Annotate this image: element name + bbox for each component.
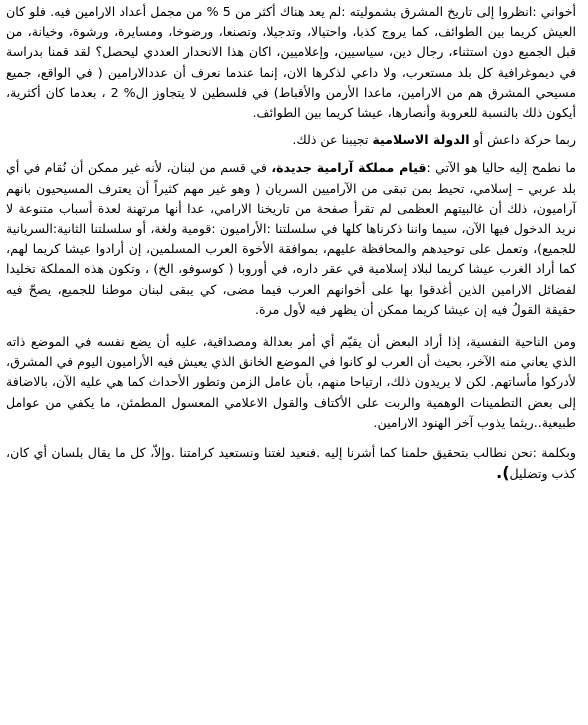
paragraph-2-text-end: تجيبنا عن ذلك.	[292, 132, 373, 148]
paragraph-4: ومن الناحية النفسية، إذا أراد البعض أن يقيّم أي أمر بعدالة ومصداقية، عليه أن يضع نفسه في الموضع ذاته الذي يعاني منه الآخر، بحيث أن العرب لو كانوا في الموضع الخانق الذي يعيش فيه الأراميون اليوم في المشرق، لأدركوا مأساتهم. لكن لا يريدون ذلك، ارتياحا منهم، بأن عامل الزمن وتطور الأحداث كما هي عليه الآن، بالاضافة إلى بعض التطمينات الوهمية والربت على الأكتاف والقول الاعلامي المعسول المطمئن، ما يكفي من عوامل طبيعية..ريثما يذوب آخر الهنود الارامين.	[6, 334, 576, 430]
paragraph-3-text-end: في قسم من لبنان، لأنه غير ممكن أن نُقام في أي بلد عربي – إسلامي، تحيط بمن تبقى من الآراميين السريان ( وهو غير مهم كثيراً أن يعترف المسيحيون بانهم آراميون، ذلك أن غالبيتهم العظمى لم تقرأ صفحة من تاريخنا الارامي، عدا أنها مرتهنة لعدة أسباب متنوعة لا نريد الدخول فيها الآن، سيما واننا ذكرناها كلها في سلسلتنا :الأراميون :قومية ولغة، أو سلسلتنا الثانية:السريانية للجميع)، وتعمل على توحيدهم والمحافظة عليهم، بموافقة الأخوة العرب المسلمين، إن أرادوا عيشا كريما لهم، كما أراد الغرب عيشا كريما لبلاد إسلامية في عقر داره، في أوروبا ( كوسوفو، الخ) ، وتكون هذه المملكة تخليدا لفضائل الارامين الذين أغدقوا بها على أخوانهم العرب فيما مضى، كي يبقى لبنان موطنا للجميع، يصحّ فيه حقيقة القولُ فيه إن عيشا كريما ممكن أن يظهر فيه لأول مرة.	[6, 160, 576, 317]
paragraph-5-closing-mark: ).	[496, 463, 510, 483]
paragraph-3	[6, 158, 576, 320]
paragraph-3-text-start: ما نطمح إليه حاليا هو الآتي :	[426, 160, 576, 176]
paragraph-5	[6, 443, 576, 484]
paragraph-2-bold-phrase: الدولة الاسلامية	[372, 132, 470, 148]
paragraph-1: أخواني :انظروا إلى تاريخ المشرق بشموليته :لم يعد هناك أكثر من 5 % من مجمل أعداد الارامين فيه. فلو كان العيش كريما بين الطوائف، كما يروج كذبا، واحتيالا، وتدجيلا، وتصنعا، ورضوخا، ومسايرة، ورشوة، وخيانة، من قبل الجميع دون استثناء، رجال دين، سياسيين، وإعلاميين، اكان هذا الانحدار العددي ليحصل؟ لقد قمنا بدراسة في ديموغرافية كل بلد مستعرب، ولا داعي لذكرها الان، إنما عندما نعرف أن عددالارامين ( في الواقع، جميع مسيحي المشرق هم من الارامين، ماعدا الأرمن والأقباط) في فلسطين لا يتجاوز ال% 2 ، بعدما كان أكثرية، أيكون ذلك بالنسبة للعروبة وأنصارها، عيشا كريما بين الطوائف.	[6, 4, 577, 121]
paragraph-2	[6, 130, 576, 150]
paragraph-2-text-start: ربما حركة داعش أو	[469, 132, 576, 148]
paragraph-5-text: وبكلمة :نحن نطالب بتحقيق حلمنا كما أشرنا إليه .فنعيد لغتنا ونستعيد كرامتنا .وإلاّ، كل ما يقال بلسان أي كان، كذب وتضليل	[6, 445, 576, 482]
paragraph-3-bold-phrase: قيام مملكة آرامية جديدة،	[271, 160, 427, 176]
